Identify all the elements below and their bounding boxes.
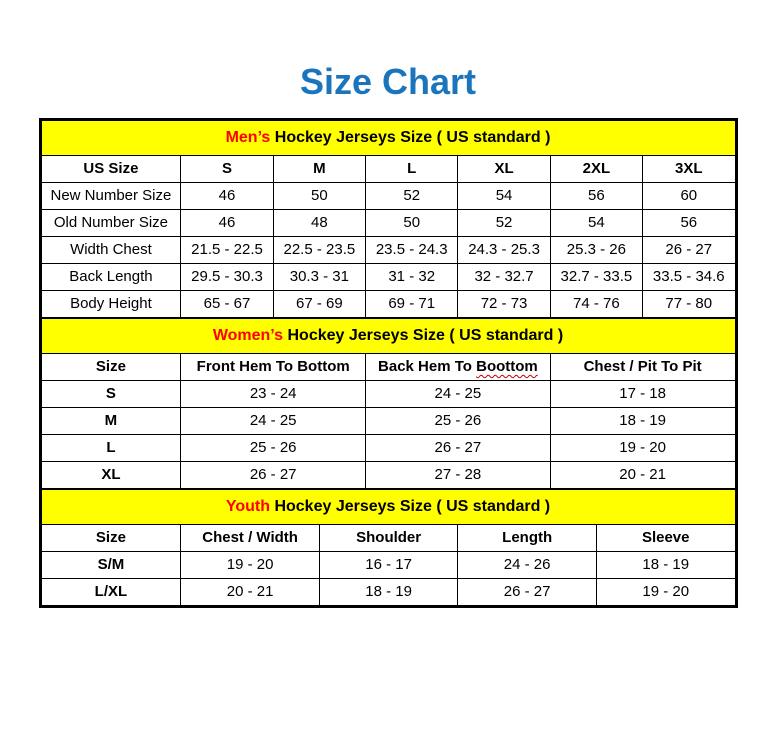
misspelled-word: Boottom	[476, 358, 538, 376]
youth-header-row	[41, 524, 735, 551]
youth-band-row	[41, 489, 735, 524]
youth-column-header-2: Shoulder	[319, 524, 458, 551]
womens-column-header-2: Back Hem To Boottom	[366, 353, 551, 380]
womens-row-label-0: S	[41, 380, 181, 407]
womens-band-title: Women’s Hockey Jerseys Size ( US standard )	[41, 318, 735, 353]
mens-value-2-1: 22.5 - 23.5	[273, 236, 365, 263]
mens-row-label-2: Width Chest	[41, 236, 181, 263]
mens-band-accent-text: Men’s	[225, 128, 271, 146]
mens-value-3-3: 32 - 32.7	[458, 263, 550, 290]
womens-value-1-2: 18 - 19	[550, 407, 735, 434]
womens-band-row	[41, 318, 735, 353]
mens-value-2-3: 24.3 - 25.3	[458, 236, 550, 263]
mens-value-4-2: 69 - 71	[366, 290, 458, 317]
womens-column-header-3: Chest / Pit To Pit	[550, 353, 735, 380]
womens-row-label-3: XL	[41, 461, 181, 488]
youth-value-0-1: 16 - 17	[319, 551, 458, 578]
mens-value-1-2: 50	[366, 209, 458, 236]
youth-value-1-1: 18 - 19	[319, 578, 458, 605]
mens-row-1	[41, 209, 735, 236]
youth-column-header-3: Length	[458, 524, 597, 551]
womens-band-accent-text: Women’s	[212, 326, 284, 344]
mens-column-header-6: 3XL	[643, 155, 735, 182]
youth-value-1-2: 26 - 27	[458, 578, 597, 605]
mens-column-header-5: 2XL	[550, 155, 642, 182]
mens-column-header-4: XL	[458, 155, 550, 182]
youth-value-1-0: 20 - 21	[181, 578, 320, 605]
mens-value-2-5: 26 - 27	[643, 236, 735, 263]
mens-value-0-2: 52	[366, 182, 458, 209]
womens-value-0-1: 24 - 25	[366, 380, 551, 407]
youth-value-1-3: 19 - 20	[596, 578, 735, 605]
mens-row-label-1: Old Number Size	[41, 209, 181, 236]
youth-value-0-2: 24 - 26	[458, 551, 597, 578]
womens-value-3-0: 26 - 27	[181, 461, 366, 488]
mens-value-3-5: 33.5 - 34.6	[643, 263, 735, 290]
mens-value-2-4: 25.3 - 26	[550, 236, 642, 263]
mens-value-0-3: 54	[458, 182, 550, 209]
mens-value-2-2: 23.5 - 24.3	[366, 236, 458, 263]
youth-row-label-1: L/XL	[41, 578, 181, 605]
womens-row-label-2: L	[41, 434, 181, 461]
mens-row-0	[41, 182, 735, 209]
womens-value-0-0: 23 - 24	[181, 380, 366, 407]
mens-size-table	[41, 120, 736, 318]
womens-value-3-2: 20 - 21	[550, 461, 735, 488]
mens-column-header-3: L	[366, 155, 458, 182]
mens-value-3-2: 31 - 32	[366, 263, 458, 290]
womens-column-header-0: Size	[41, 353, 181, 380]
mens-value-0-5: 60	[643, 182, 735, 209]
womens-row-label-1: M	[41, 407, 181, 434]
mens-row-3	[41, 263, 735, 290]
youth-band-accent-text: Youth	[225, 497, 270, 515]
mens-value-4-4: 74 - 76	[550, 290, 642, 317]
mens-header-row	[41, 155, 735, 182]
mens-value-3-4: 32.7 - 33.5	[550, 263, 642, 290]
youth-value-0-3: 18 - 19	[596, 551, 735, 578]
mens-value-3-0: 29.5 - 30.3	[181, 263, 273, 290]
womens-value-2-0: 25 - 26	[181, 434, 366, 461]
womens-header-row	[41, 353, 735, 380]
mens-value-1-4: 54	[550, 209, 642, 236]
mens-value-2-0: 21.5 - 22.5	[181, 236, 273, 263]
womens-row-2	[41, 434, 735, 461]
mens-band-row	[41, 120, 735, 155]
mens-value-1-3: 52	[458, 209, 550, 236]
womens-value-1-0: 24 - 25	[181, 407, 366, 434]
mens-row-2	[41, 236, 735, 263]
size-chart	[39, 118, 738, 608]
youth-row-label-0: S/M	[41, 551, 181, 578]
mens-row-label-3: Back Length	[41, 263, 181, 290]
youth-size-table	[41, 489, 736, 606]
mens-value-0-4: 56	[550, 182, 642, 209]
mens-value-4-5: 77 - 80	[643, 290, 735, 317]
mens-value-4-3: 72 - 73	[458, 290, 550, 317]
mens-value-4-1: 67 - 69	[273, 290, 365, 317]
womens-size-table	[41, 318, 736, 489]
page-title: Size Chart	[299, 61, 477, 102]
youth-column-header-1: Chest / Width	[181, 524, 320, 551]
mens-value-0-0: 46	[181, 182, 273, 209]
mens-column-header-0: US Size	[41, 155, 181, 182]
mens-value-1-0: 46	[181, 209, 273, 236]
mens-row-label-0: New Number Size	[41, 182, 181, 209]
womens-row-3	[41, 461, 735, 488]
mens-value-3-1: 30.3 - 31	[273, 263, 365, 290]
mens-row-label-4: Body Height	[41, 290, 181, 317]
womens-row-1	[41, 407, 735, 434]
youth-band-title: Youth Hockey Jerseys Size ( US standard )	[41, 489, 735, 524]
womens-row-0	[41, 380, 735, 407]
youth-row-0	[41, 551, 735, 578]
mens-value-1-5: 56	[643, 209, 735, 236]
womens-value-1-1: 25 - 26	[366, 407, 551, 434]
youth-column-header-4: Sleeve	[596, 524, 735, 551]
youth-row-1	[41, 578, 735, 605]
youth-value-0-0: 19 - 20	[181, 551, 320, 578]
mens-band-title: Men’s Hockey Jerseys Size ( US standard )	[41, 120, 735, 155]
womens-value-3-1: 27 - 28	[366, 461, 551, 488]
mens-column-header-1: S	[181, 155, 273, 182]
mens-column-header-2: M	[273, 155, 365, 182]
mens-value-4-0: 65 - 67	[181, 290, 273, 317]
womens-value-0-2: 17 - 18	[550, 380, 735, 407]
mens-value-1-1: 48	[273, 209, 365, 236]
womens-value-2-2: 19 - 20	[550, 434, 735, 461]
youth-column-header-0: Size	[41, 524, 181, 551]
womens-column-header-1: Front Hem To Bottom	[181, 353, 366, 380]
mens-value-0-1: 50	[273, 182, 365, 209]
mens-row-4	[41, 290, 735, 317]
womens-value-2-1: 26 - 27	[366, 434, 551, 461]
